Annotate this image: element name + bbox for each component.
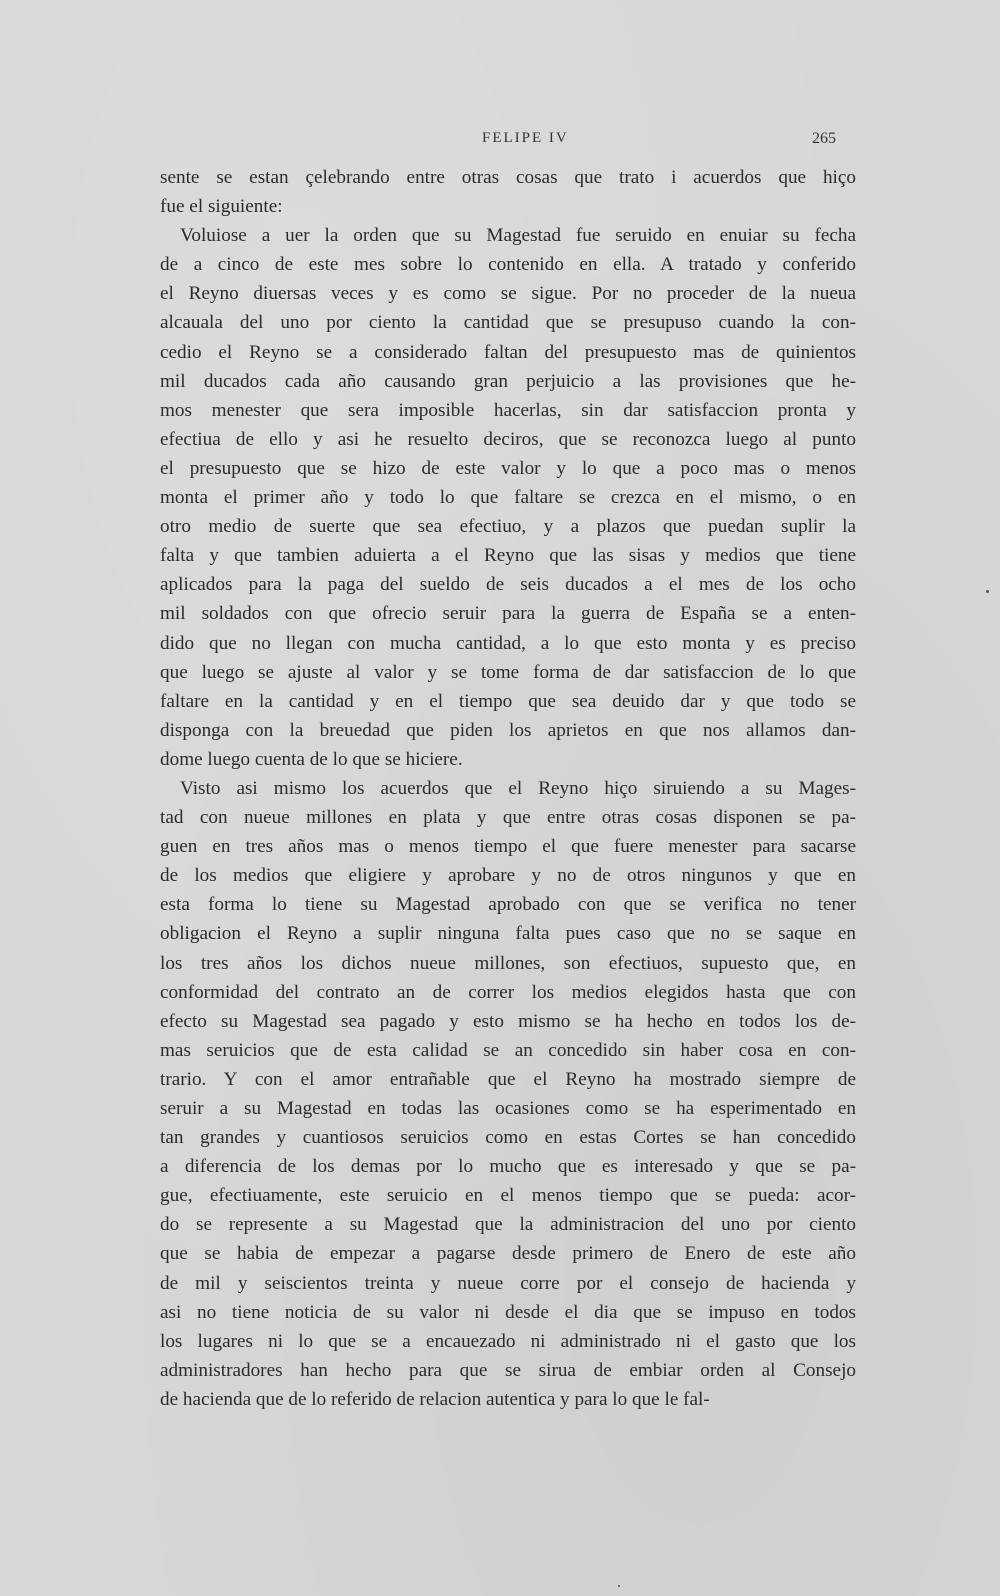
text-line: de hacienda que de lo referido de relacion autentica y para lo que le fal- (160, 1388, 710, 1410)
paragraph (160, 163, 856, 221)
text-line: trario. Y con el amor entrañable que el Reyno ha mostrado siempre de (160, 1068, 856, 1090)
body-text (160, 163, 856, 1414)
text-line: Voluiose a uer la orden que su Magestad fue seruido en enuiar su fecha (180, 225, 856, 247)
text-line: tan grandes y cuantiosos seruicios como en estas Cortes se han concedido (160, 1127, 856, 1149)
text-line: monta el primer año y todo lo que faltare se crezca en el mismo, o en (160, 487, 856, 509)
text-line: mil soldados con que ofrecio seruir para la guerra de España se a enten- (160, 603, 856, 625)
text-line: de mil y seiscientos treinta y nueue corre por el consejo de hacienda y (160, 1272, 856, 1294)
running-head-title: FELIPE IV (482, 130, 569, 146)
paper-speck (618, 1585, 620, 1587)
text-line: cedio el Reyno se a considerado faltan del presupuesto mas de quinientos (160, 341, 856, 363)
text-line: otro medio de suerte que sea efectiuo, y a plazos que puedan suplir la (160, 516, 856, 538)
text-line: dido que no llegan con mucha cantidad, a lo que esto monta y es preciso (160, 632, 856, 654)
text-line: a diferencia de los demas por lo mucho que es interesado y que se pa- (160, 1156, 856, 1178)
running-head (0, 130, 1000, 154)
text-line: que luego se ajuste al valor y se tome forma de dar satisfaccion de lo que (160, 661, 856, 683)
text-line: seruir a su Magestad en todas las ocasiones como se ha esperimentado en (160, 1098, 856, 1119)
text-line: los lugares ni lo que se a encauezado ni administrado ni el gasto que los (160, 1330, 856, 1352)
text-line: el Reyno diuersas veces y es como se sigue. Por no proceder de la nueua (160, 283, 856, 305)
text-line: mil ducados cada año causando gran perjuicio a las provisiones que he- (160, 370, 856, 392)
text-line: aplicados para la paga del sueldo de seis ducados a el mes de los ocho (160, 574, 856, 596)
text-line: de los medios que eligiere y aprobare y no de otros ningunos y que en (160, 865, 856, 887)
text-line: efecto su Magestad sea pagado y esto mismo se ha hecho en todos los de- (160, 1010, 856, 1032)
text-line: conformidad del contrato an de correr los medios elegidos hasta que con (160, 981, 856, 1003)
text-line: Visto asi mismo los acuerdos que el Reyno hiço siruiendo a su Mages- (180, 777, 856, 799)
text-line: asi no tiene noticia de su valor ni desde el dia que se impuso en todos (160, 1301, 856, 1323)
text-line: tad con nueue millones en plata y que entre otras cosas disponen se pa- (160, 807, 856, 829)
text-line: que se habia de empezar a pagarse desde primero de Enero de este año (160, 1243, 856, 1265)
text-line: guen en tres años mas o menos tiempo el que fuere menester para sacarse (160, 836, 856, 858)
text-line: el presupuesto que se hizo de este valor y lo que a poco mas o menos (160, 457, 856, 479)
text-line: obligacion el Reyno a suplir ninguna falta pues caso que no se saque en (160, 923, 856, 945)
text-line: sente se estan çelebrando entre otras cosas que trato i acuerdos que hiço (160, 167, 856, 188)
page-number: 265 (812, 130, 836, 147)
text-line: esta forma lo tiene su Magestad aprobado con que se verifica no tener (160, 894, 856, 916)
text-line: do se represente a su Magestad que la administracion del uno por ciento (160, 1214, 856, 1236)
text-line: fue el siguiente: (160, 196, 283, 218)
text-line: los tres años los dichos nueue millones, son efectiuos, supuesto que, en (160, 952, 856, 974)
paragraph (160, 774, 856, 1414)
text-line: falta y que tambien aduierta a el Reyno que las sisas y medios que tiene (160, 545, 856, 567)
text-line: de a cinco de este mes sobre lo contenido en ella. A tratado y conferido (160, 254, 856, 276)
text-line: mos menester que sera imposible hacerlas, sin dar satisfaccion pronta y (160, 399, 856, 421)
text-line: faltare en la cantidad y en el tiempo que sea deuido dar y que todo se (160, 690, 856, 712)
text-line: gue, efectiuamente, este seruicio en el menos tiempo que se pueda: acor- (160, 1185, 856, 1207)
paper-speck (986, 590, 989, 593)
text-line: disponga con la breuedad que piden los aprietos en que nos allamos dan- (160, 719, 856, 741)
text-line: administradores han hecho para que se sirua de embiar orden al Consejo (160, 1359, 856, 1381)
paragraph (160, 221, 856, 774)
text-line: alcauala del uno por ciento la cantidad que se presupuso cuando la con- (160, 312, 856, 334)
text-line: efectiua de ello y asi he resuelto deciros, que se reconozca luego al punto (160, 428, 856, 450)
text-line: dome luego cuenta de lo que se hiciere. (160, 748, 463, 770)
text-line: mas seruicios que de esta calidad se an concedido sin haber cosa en con- (160, 1039, 856, 1061)
